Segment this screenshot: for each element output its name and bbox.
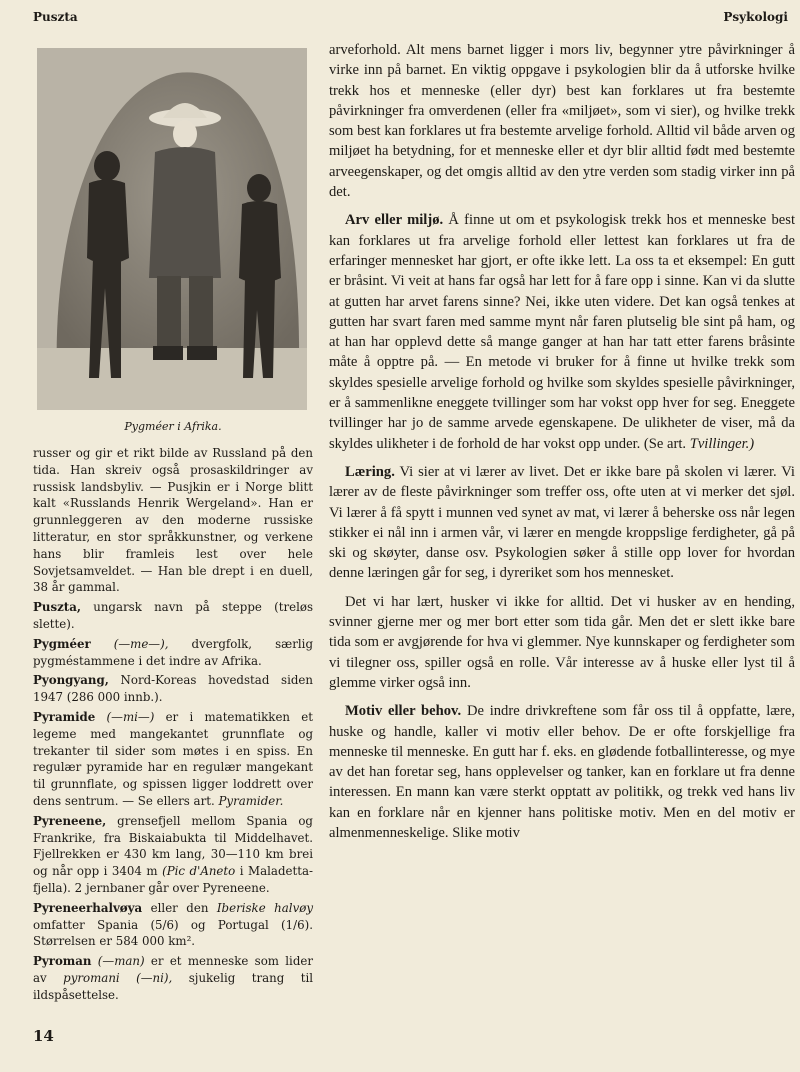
- paragraph-laering: Læring. Vi sier at vi lærer av livet. Det er ikke bare på skolen vi lærer. Vi lærer av de fleste påvirkninger som treffer oss, ofte uten at vi merker det sjøl. Vi lærer å få spytt i munnen ved synet av mat, vi lærer å beherske oss når legen stikker ei nål inn i armen vår, vi lærer en mengde kroppslige ferdigheter, gå på ski og skøyter, danse osv. Psykologien søker å stille opp lover for hvordan denne læringen går for seg, i dyreriket som hos mennesket.: [329, 463, 795, 582]
- paragraph-arveforhold: arveforhold. Alt mens barnet ligger i mors liv, begynner ytre påvirkninger å virke inn på barnet. En viktig oppgave i psykologien blir da å utforske hvilke trekk hos et menneske (eller dyr) best kan forklares ut fra bestemte påvirkninger fra omverdenen (eller fra «miljøet», som vi sier), og hvilke trekk som best kan forklares ut fra bestemte arvelige forhold. Alltid vil både arven og miljøet ha betydning, for et menneske eller et dyr blir alltid født med bestemte arveegenskaper, og det omgis alltid av den ytre verden som stadig virker inn på det.: [329, 42, 795, 201]
- entry-pyreneene: Pyreneene, grensefjell mellom Spania og Frankrike, fra Biskaiabukta til Middelhavet. Fjellrekken er 430 km lang, 30—110 km brei og når opp i 3404 m (Pic d'Aneto i Maladetta-fjella). 2 jernbaner går over Pyreneene.: [33, 813, 313, 895]
- entry-pyongyang: Pyongyang, Nord-Koreas hovedstad siden 1947 (286 000 innb.).: [33, 673, 313, 705]
- entry-puszta: Puszta, ungarsk navn på steppe (treløs slette).: [33, 600, 313, 631]
- entry-pyreneerhalvoya: Pyreneerhalvøya eller den Iberiske halvøy omfatter Spania (5/6) og Portugal (1/6). Størrelsen er 584 000 km².: [33, 900, 313, 949]
- paragraph-arv-eller-miljo: Arv eller miljø. Å finne ut om et psykologisk trekk hos et menneske best kan forklares ut fra arvelige forhold eller lettest kan forklares ut fra de erfaringer mennesket har gjort, er ofte ikke lett. La oss ta et eksempel: En gutt er bråsint. Vi veit at hans far også har lett for å fare opp i sinne. Kan vi da slutte at gutten har arvet farens sinne? Nei, ikke uten videre. Det kan også tenkes at gutten har svart faren med samme mynt når faren plutselig ble sint på ham, og at han har opplevd dette så mange ganger at han har tatt etter farens bråsinte måte å opptre på. — En metode vi bruker for å finne ut hvilke trekk som skyldes spesielle arvelige forhold og hvilke som skyldes spesielle påvirkninger, er å sammenlikne eneggete tvillinger som har vokst opp hver for seg. Eneggete tvillinger har jo de samme arvede egenskapene. De ulikheter de viser, må da skyldes ulikheter i de forhold de har vokst opp under. (Se art. Tvillinger.): [329, 212, 795, 452]
- left-column: [33, 48, 313, 1004]
- paragraph-motiv-eller-behov: Motiv eller behov. De indre drivkreftene som får oss til å oppfatte, lære, huske og handle, kaller vi motiv eller behov. De er ofte forskjellige fra menneske til menneske. En gutt har f. eks. en glødende fotballinteresse, og mye av det han foretar seg, hans opplevelser og tanker, kan en forklare ut fra denne interessen. En mann kan være sterkt opptatt av politikk, og trekk ved hans liv kan en forklare når en kjenner hans politiske motiv. Men en del motiv er almenmenneskelige. Slike motiv: [329, 703, 795, 841]
- section-heading: Motiv eller behov.: [345, 703, 462, 720]
- paragraph-hukommelse: Det vi har lært, husker vi ikke for alltid. Det vi husker av en hending, svinner gjerne mer og mer bort etter som tida går. Men det er slett ikke bare tida som er avgjørende for hva vi glemmer. Nye kunnskaper og ferdigheter som vi tilegner oss, spiller også en rolle. Vår interesse av å huske eller lyst til å glemme virker også inn.: [329, 593, 795, 691]
- entry-pusjkin-continued: russer og gir et rikt bilde av Russland på den tida. Han skreiv også prosaskildringer av russisk landsbyliv. — Pusjkin er i Norge blitt kalt «Russlands Henrik Wergeland». Han er grunnleggeren av den moderne russiske litteratur, en stor språkkunstner, og verkene hans blir framleis lest over hele Sovjetsamveldet. — Han ble drept i en duell, 38 år gammal.: [33, 446, 313, 595]
- section-heading: Læring.: [345, 463, 395, 480]
- running-header-right: Psykologi: [723, 10, 788, 24]
- section-heading: Arv eller miljø.: [345, 212, 444, 229]
- right-column: [329, 40, 795, 843]
- page-number: 14: [33, 1027, 54, 1045]
- entry-pygmeer: Pygméer (—me—), dvergfolk, særlig pygméstammene i det indre av Afrika.: [33, 636, 313, 668]
- figure-caption: Pygméer i Afrika.: [124, 420, 222, 433]
- pygmy-photo: [37, 48, 307, 410]
- running-header-left: Puszta: [33, 10, 78, 24]
- entry-pyramide: Pyramide (—mi—) er i matematikken et legeme med mangekantet grunnflate og trekanter til sider som møtes i en spiss. En regulær pyramide har en regulær mangekant til grunnflate, og spissen ligger loddrett over dens sentrum. — Se ellers art. Pyramider.: [33, 709, 313, 808]
- entry-pyroman: Pyroman (—man) er et menneske som lider av pyromani (—ni), sjukelig trang til ildspåsettelse.: [33, 954, 314, 1002]
- photo-illustration: [37, 48, 307, 410]
